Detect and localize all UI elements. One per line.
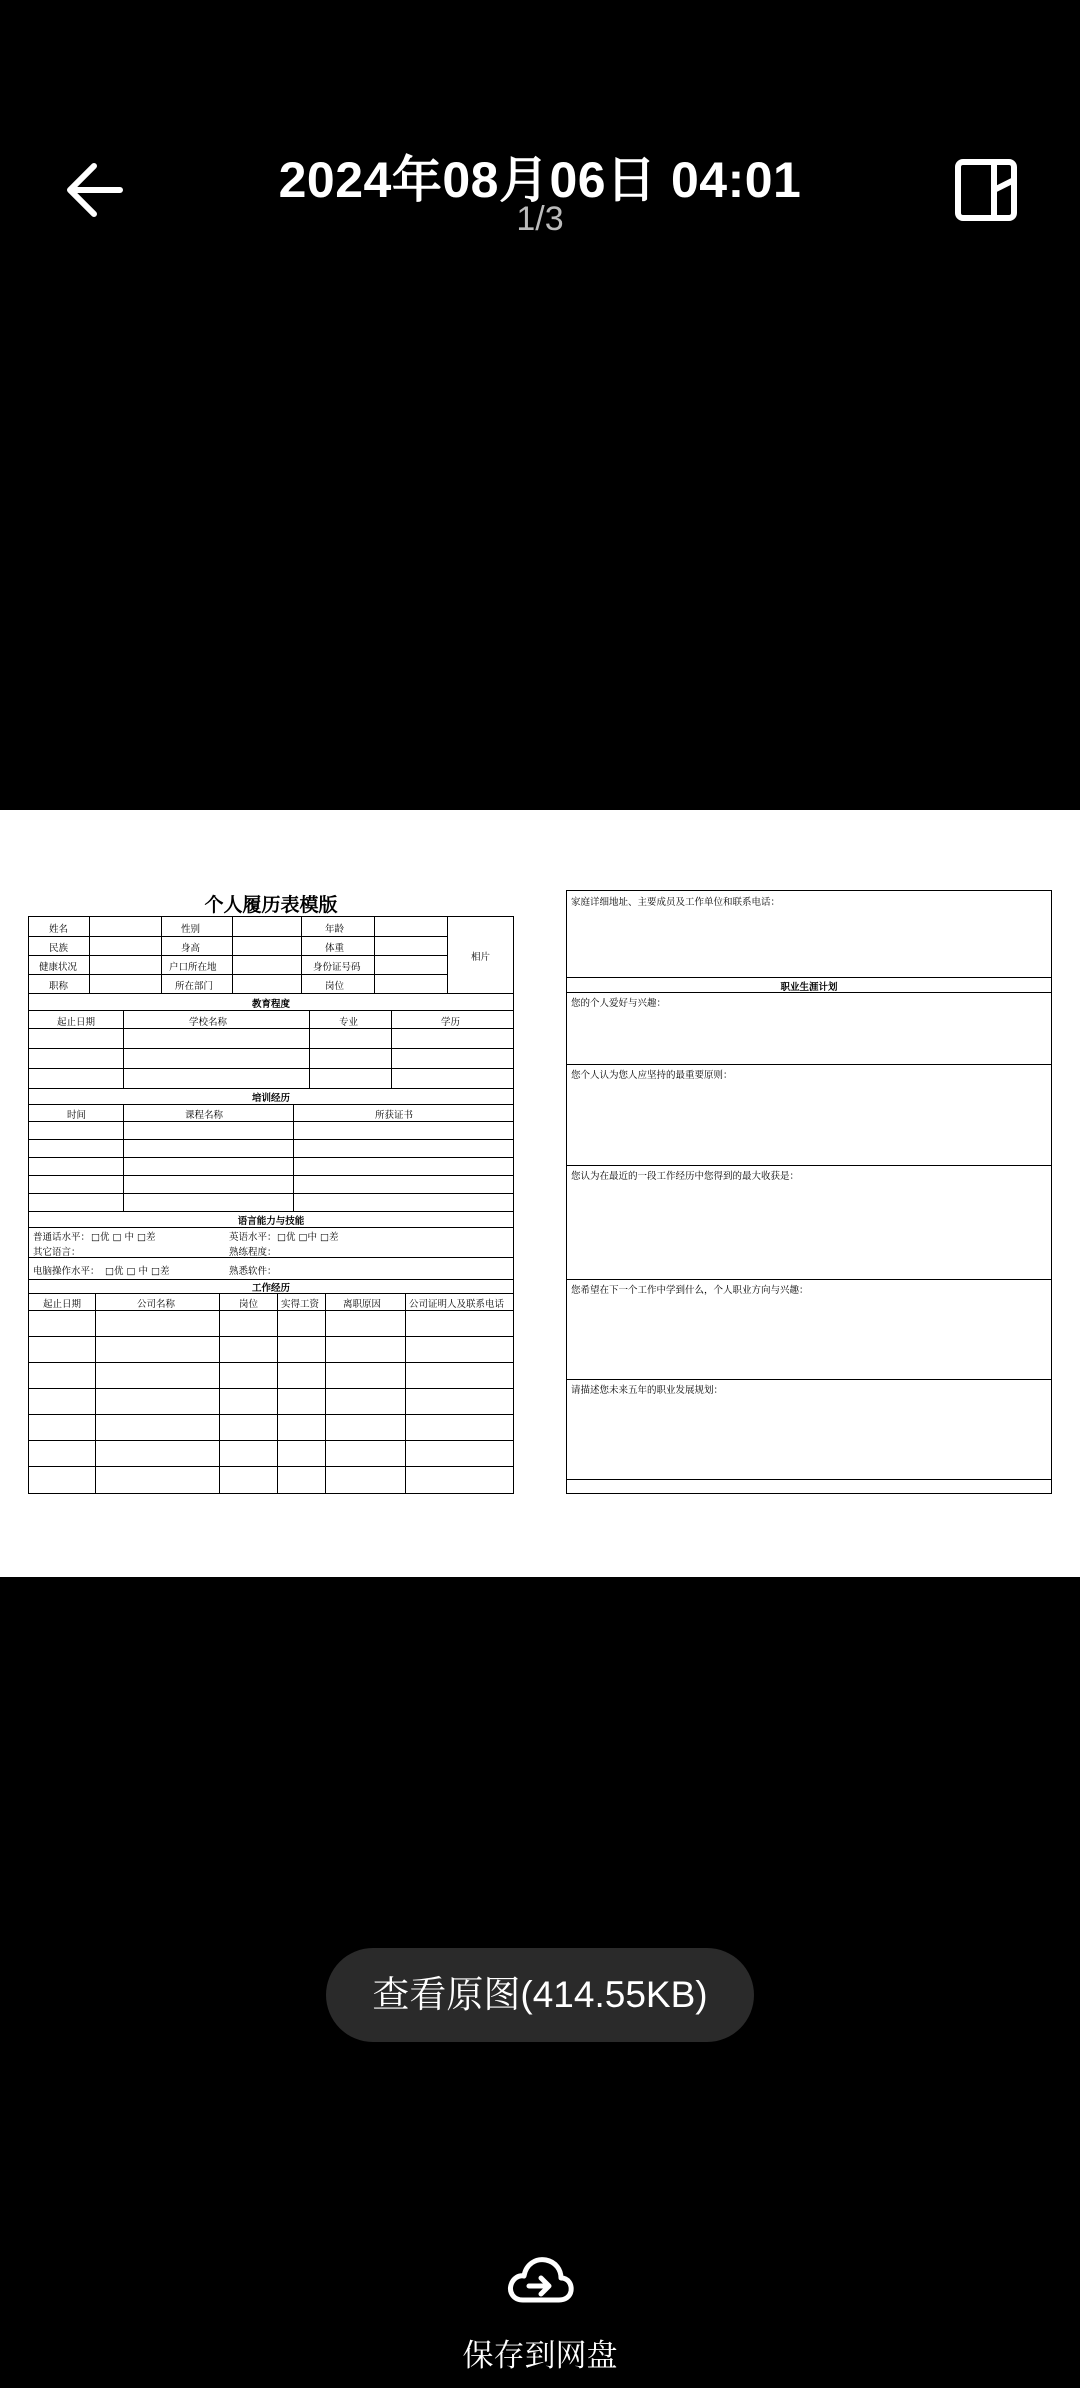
form-title: 个人履历表模版 bbox=[204, 894, 338, 916]
train-header-cert: 所获证书 bbox=[375, 1110, 414, 1121]
label-weight: 体重 bbox=[325, 943, 345, 954]
view-original-button[interactable]: 查看原图(414.55KB) bbox=[326, 1948, 754, 2042]
train-header-course: 课程名称 bbox=[185, 1110, 224, 1121]
five-year-plan-question: 请描述您未来五年的职业发展规划： bbox=[571, 1385, 724, 1396]
label-hukou: 户口所在地 bbox=[169, 962, 217, 973]
hobbies-question: 您的个人爱好与兴趣： bbox=[571, 998, 667, 1009]
work-header-position: 岗位 bbox=[239, 1299, 259, 1310]
computer-label: 电脑操作水平： bbox=[33, 1266, 100, 1277]
document-image[interactable] bbox=[0, 810, 1080, 1577]
save-to-cloud-label: 保存到网盘 bbox=[462, 2338, 618, 2373]
principle-question: 您个人认为您人应坚持的最重要原则： bbox=[571, 1070, 733, 1081]
resume-form-page bbox=[28, 890, 514, 1498]
layout-toggle-button[interactable] bbox=[946, 150, 1026, 230]
mandarin-label: 普通话水平： bbox=[33, 1232, 91, 1243]
family-info-label: 家庭详细地址、主要成员及工作单位和联系电话： bbox=[571, 897, 781, 908]
next-job-question: 您希望在下一个工作中学到什么，个人职业方向与兴趣： bbox=[571, 1285, 809, 1296]
cloud-upload-icon bbox=[505, 2250, 575, 2310]
edu-header-dates: 起止日期 bbox=[57, 1017, 96, 1028]
work-header-dates: 起止日期 bbox=[43, 1299, 82, 1310]
gains-question: 您认为在最近的一段工作经历中您得到的最大收获是： bbox=[571, 1171, 800, 1182]
work-header-company: 公司名称 bbox=[137, 1299, 176, 1310]
form-table bbox=[28, 916, 514, 1494]
label-ethnicity: 民族 bbox=[49, 943, 69, 954]
edu-header-major: 专业 bbox=[339, 1017, 359, 1028]
label-name: 姓名 bbox=[49, 924, 69, 935]
work-header-reason: 离职原因 bbox=[343, 1299, 382, 1310]
page-indicator: 1/3 bbox=[516, 200, 564, 238]
english-label: 英语水平： bbox=[229, 1232, 277, 1243]
computer-options: □优 □ 中 □差 bbox=[105, 1266, 170, 1277]
label-position: 岗位 bbox=[325, 981, 345, 992]
section-skills: 语言能力与技能 bbox=[237, 1216, 305, 1227]
label-id-number: 身份证号码 bbox=[313, 962, 361, 973]
image-timestamp-title: 2024年08月06日 04:01 bbox=[278, 152, 802, 208]
page-layout-icon bbox=[946, 150, 1026, 230]
edu-header-degree: 学历 bbox=[441, 1017, 461, 1028]
section-training: 培训经历 bbox=[251, 1093, 290, 1104]
label-gender: 性别 bbox=[181, 924, 201, 935]
work-header-reference: 公司证明人及联系电话 bbox=[409, 1299, 505, 1310]
save-to-cloud-button[interactable] bbox=[0, 2250, 1080, 2375]
proficiency-label: 熟练程度： bbox=[229, 1247, 277, 1258]
work-header-salary: 实得工资 bbox=[281, 1299, 320, 1310]
section-education: 教育程度 bbox=[251, 999, 290, 1010]
career-plan-page bbox=[566, 890, 1052, 1494]
label-health: 健康状况 bbox=[39, 962, 78, 973]
edu-header-school: 学校名称 bbox=[189, 1017, 228, 1028]
label-title: 职称 bbox=[49, 981, 69, 992]
label-height: 身高 bbox=[181, 943, 201, 954]
other-language-label: 其它语言： bbox=[33, 1247, 81, 1258]
viewer-header bbox=[0, 0, 1080, 300]
english-options: □优 □中 □差 bbox=[277, 1232, 339, 1243]
label-department: 所在部门 bbox=[175, 981, 214, 992]
mandarin-options: □优 □ 中 □差 bbox=[91, 1232, 156, 1243]
section-career-plan: 职业生涯计划 bbox=[780, 982, 838, 993]
label-age: 年龄 bbox=[325, 924, 345, 935]
photo-box: 相片 bbox=[471, 952, 491, 963]
train-header-time: 时间 bbox=[67, 1110, 87, 1121]
section-work: 工作经历 bbox=[251, 1283, 290, 1294]
software-label: 熟悉软件： bbox=[229, 1266, 277, 1277]
